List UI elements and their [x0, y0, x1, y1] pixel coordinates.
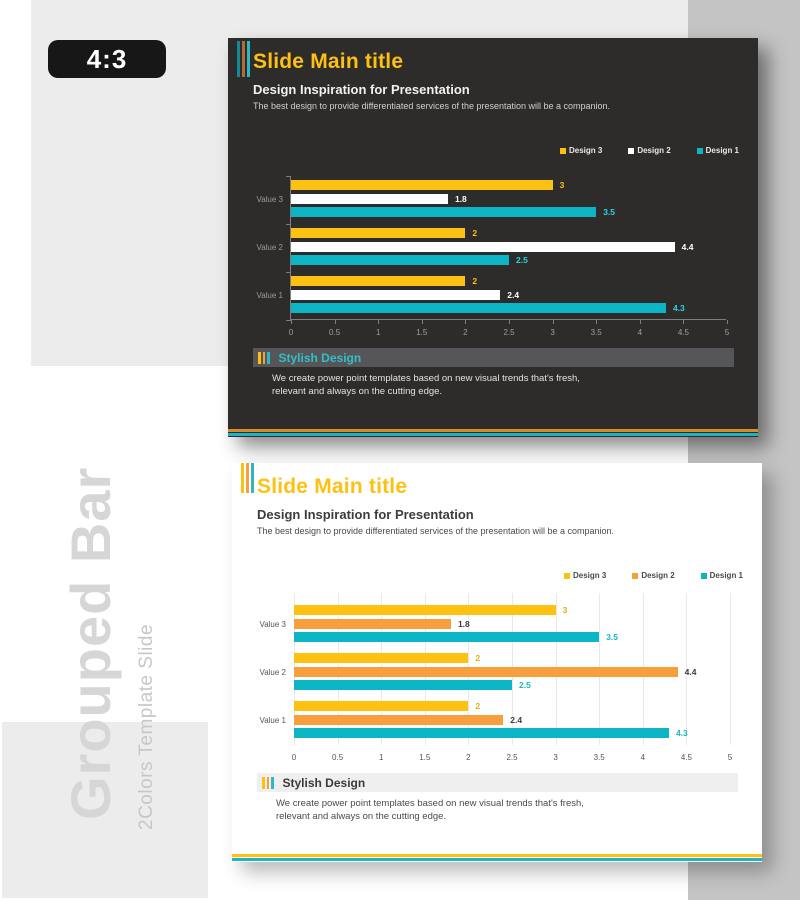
- category-label: Value 2: [256, 243, 283, 252]
- bar-value-label: 3: [559, 180, 565, 190]
- axis-tick-label: 0.5: [332, 753, 344, 762]
- axis-tick: [422, 320, 423, 324]
- bar: [291, 290, 500, 300]
- axis-tick: [553, 320, 554, 324]
- legend-swatch: [628, 148, 634, 154]
- aspect-ratio-badge: 4:3: [48, 40, 166, 78]
- bar-value-label: 3: [562, 605, 568, 615]
- footer-band: [253, 348, 734, 367]
- slide-preview-dark[interactable]: [228, 38, 758, 437]
- legend-item: [564, 571, 606, 580]
- bar-value-label: 4.4: [681, 241, 694, 252]
- deck-title-vertical: Grouped Bar: [59, 466, 122, 820]
- bar: [294, 653, 468, 663]
- axis-tick-label: 5: [724, 328, 730, 337]
- footer-body-line1: We create power point templates based on new visual trends that's fresh,: [272, 373, 580, 384]
- slide-subtitle: Design Inspiration for Presentation: [253, 82, 470, 97]
- bar-value-label: 4.4: [684, 666, 697, 677]
- axis-tick-label: 4.5: [680, 753, 692, 762]
- legend-swatch: [701, 573, 707, 579]
- bottom-stripe: [232, 854, 762, 857]
- bar-value-label: 4.3: [675, 728, 688, 738]
- slide-title: Slide Main title: [253, 50, 404, 73]
- axis-tick: [727, 320, 728, 324]
- accent-stripe: [258, 352, 261, 364]
- axis-tick-label: 0: [291, 753, 297, 762]
- header-accent-stripes: [237, 41, 250, 77]
- legend-label: Design 3: [568, 146, 603, 155]
- bottom-accent-stripes: [228, 425, 758, 437]
- chart-legend: [560, 146, 739, 155]
- legend-swatch: [564, 573, 570, 579]
- stripes-icon: [262, 777, 274, 789]
- accent-stripe: [267, 352, 270, 364]
- bar-value-label: 3.5: [606, 632, 619, 642]
- legend-item: [632, 571, 674, 580]
- bar-value-label: 2: [475, 701, 481, 711]
- bottom-stripe: [232, 858, 762, 861]
- footer-body-line1: We create power point templates based on new visual trends that's fresh,: [276, 798, 584, 809]
- axis-tick-label: 4: [640, 753, 646, 762]
- axis-tick-label: 0.5: [329, 328, 341, 337]
- axis-tick: [291, 320, 292, 324]
- legend-swatch: [560, 148, 566, 154]
- bar: [291, 255, 509, 265]
- footer-body-text: [272, 372, 580, 398]
- bar-value-label: 3.5: [603, 207, 616, 217]
- bar: [294, 632, 599, 642]
- bar: [291, 207, 596, 217]
- footer-body-line2: relevant and always on the cutting edge.: [276, 811, 447, 822]
- legend-swatch: [697, 148, 703, 154]
- axis-tick: [465, 320, 466, 324]
- axis-group-tick: [286, 272, 291, 273]
- axis-tick-label: 2.5: [506, 753, 518, 762]
- axis-tick-label: 2.5: [503, 328, 515, 337]
- legend-label: Design 2: [637, 146, 671, 155]
- header-accent-stripes: [241, 463, 254, 493]
- axis-group-tick: [286, 176, 291, 177]
- axis-tick-label: 3.5: [593, 753, 605, 762]
- bar: [294, 715, 503, 725]
- axis-tick: [378, 320, 379, 324]
- category-label: Value 2: [259, 668, 286, 677]
- footer-title: Stylish Design: [282, 775, 366, 790]
- axis-tick: [596, 320, 597, 324]
- grouped-bar-chart: [256, 176, 730, 337]
- bar: [294, 701, 468, 711]
- axis-tick-label: 1.5: [416, 328, 428, 337]
- axis-tick-label: 2: [463, 328, 468, 337]
- legend-swatch: [632, 573, 638, 579]
- footer-body-text: [276, 797, 584, 823]
- category-label: Value 3: [256, 195, 283, 204]
- slide-body-text: The best design to provide differentiated services of the presentation will be a companion.: [257, 526, 615, 536]
- slide-preview-light[interactable]: [232, 463, 762, 862]
- bar: [291, 242, 675, 252]
- bar: [294, 728, 669, 738]
- slide-body-text: The best design to provide differentiated services of the presentation will be a companion.: [253, 101, 611, 111]
- slide-title: Slide Main title: [257, 475, 408, 498]
- stripes-icon: [258, 352, 270, 364]
- legend-item: [701, 571, 743, 580]
- axis-tick-label: 3: [553, 753, 558, 762]
- bar: [291, 180, 553, 190]
- bar-value-label: 2.4: [507, 289, 520, 300]
- bar: [291, 194, 448, 204]
- legend-label: Design 2: [641, 571, 675, 580]
- deck-subtitle-vertical: 2Colors Template Slide: [136, 623, 157, 830]
- bottom-stripe: [228, 429, 758, 432]
- bar-value-label: 4.3: [672, 303, 685, 313]
- axis-tick: [640, 320, 641, 324]
- grouped-bar-chart: [259, 601, 733, 762]
- legend-item: [560, 146, 602, 155]
- axis-tick-label: 1: [375, 328, 381, 337]
- category-label: Value 3: [259, 620, 286, 629]
- axis-tick-label: 2: [466, 753, 471, 762]
- axis-tick-label: 4.5: [677, 328, 689, 337]
- accent-stripe: [242, 41, 245, 77]
- legend-item: [628, 146, 670, 155]
- bar-value-label: 2: [472, 276, 478, 286]
- bar: [291, 228, 465, 238]
- bar-value-label: 2: [475, 653, 481, 663]
- bar: [291, 303, 666, 313]
- footer-body-line2: relevant and always on the cutting edge.: [272, 386, 443, 397]
- axis-tick-label: 3.5: [590, 328, 602, 337]
- bar-value-label: 2: [472, 228, 478, 238]
- axis-tick-label: 5: [727, 753, 733, 762]
- axis-tick: [683, 320, 684, 324]
- accent-stripe: [246, 463, 249, 493]
- legend-label: Design 1: [709, 571, 743, 580]
- accent-stripe: [251, 463, 254, 493]
- accent-stripe: [262, 777, 265, 789]
- chart-legend: [564, 571, 743, 580]
- footer-title: Stylish Design: [278, 350, 362, 365]
- axis-tick-label: 4: [637, 328, 643, 337]
- bar-value-label: 1.8: [454, 193, 467, 204]
- axis-tick: [509, 320, 510, 324]
- bar: [291, 276, 465, 286]
- footer-band: [257, 773, 738, 792]
- bar: [294, 619, 451, 629]
- legend-item: [697, 146, 739, 155]
- bottom-stripe: [228, 433, 758, 436]
- bar-value-label: 2.5: [519, 680, 531, 690]
- accent-stripe: [241, 463, 244, 493]
- category-label: Value 1: [259, 716, 286, 725]
- axis-group-tick: [286, 224, 291, 225]
- accent-stripe: [263, 352, 266, 364]
- accent-stripe: [267, 777, 270, 789]
- bar-value-label: 1.8: [457, 618, 470, 629]
- axis-tick: [335, 320, 336, 324]
- bar-value-label: 2.4: [510, 714, 523, 725]
- axis-tick-label: 0: [288, 328, 294, 337]
- bar-value-label: 2.5: [516, 255, 528, 265]
- axis-tick-label: 1.5: [419, 753, 431, 762]
- bar: [294, 680, 512, 690]
- slide-subtitle: Design Inspiration for Presentation: [257, 507, 474, 522]
- bar: [294, 667, 678, 677]
- axis-group-tick: [286, 320, 291, 321]
- axis-tick-label: 1: [378, 753, 384, 762]
- axis-tick-label: 3: [550, 328, 555, 337]
- legend-label: Design 1: [705, 146, 739, 155]
- accent-stripe: [271, 777, 274, 789]
- bar: [294, 605, 556, 615]
- accent-stripe: [247, 41, 250, 77]
- category-label: Value 1: [256, 291, 283, 300]
- accent-stripe: [237, 41, 240, 77]
- legend-label: Design 3: [572, 571, 607, 580]
- chart-gridline: [730, 593, 731, 745]
- bottom-accent-stripes: [232, 850, 762, 862]
